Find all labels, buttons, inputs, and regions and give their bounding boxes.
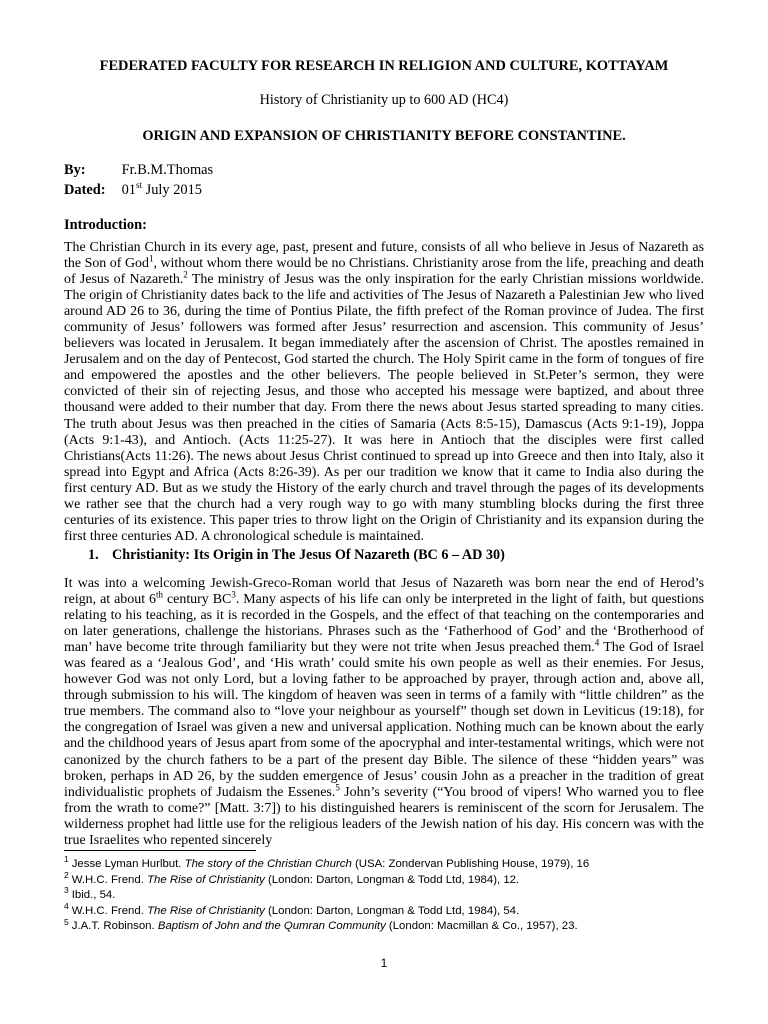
by-label: By:: [64, 162, 86, 178]
date-day: 01: [121, 182, 136, 198]
footnote-text: W.H.C. Frend.: [71, 904, 148, 917]
section-title: Christianity: Its Origin in The Jesus Of Nazareth (BC 6 – AD 30): [112, 547, 505, 563]
footnote-item: [64, 869, 724, 889]
footnote-text: (London: Macmillan & Co., 1957), 23.: [385, 920, 578, 933]
footnote-item: [64, 916, 724, 935]
dated-label: Dated:: [64, 182, 106, 198]
section-text-b: century BC: [163, 592, 232, 608]
footnote-number: 4: [64, 900, 69, 911]
intro-text-c: The ministry of Jesus was the only inspiration for the early Christian missions worldwide. The origin of Christianity dates back to the life and activities of The Jesus of Nazareth a Palestinian Jew who lived around AD 26 to 36, during the time of Pontius Pilate, the fifth prefect of the Roman province of Judea. The first community of Jesus’ followers was formed after Jesus’ resurrection and ascension. This community of Jesus’ believers was located in Jerusalem. It began immediately after the ascension of Christ. The apostles remained in Jerusalem and on the day of Pentecost, God started the church. The Holy Spirit came in the form of tongues of fire and empowered the apostles and the other believers. The people believed in St.Peter’s sermon, they were convicted of their sin of rejecting Jesus, and those who accepted his message were baptized, and about three thousand were added to their number that day. From there the news about Jesus started spreading to many cities. The truth about Jesus was then preached in the cities of Samaria (Acts 8:5-15), Damascus (Acts 9:1-19), Joppa (Acts 9:1-43), and Antioch. (Acts 11:25-27). It was here in Antioch that the disciples were first called Christians(Acts 11:26). The news about Jesus Christ continued to spread up into Greece and then into Italy, also it spread into Egypt and Africa (Acts 8:26-39). As per our tradition we know that it came to India also during the first century AD. But as we study the History of the early church and travel through the pages of its developments we rather see that the church had a very rough way to go with many stumbling blocks during the first three centuries of its existence. This paper tries to throw light on the Origin of Christianity and its expansion during the first three centuries AD. A chronological schedule is maintained.: [64, 272, 704, 544]
section-1-paragraph: [64, 576, 704, 849]
footnotes: [64, 854, 724, 935]
footnote-number: 5: [64, 916, 69, 927]
footnote-title: The Rise of Christianity: [147, 873, 265, 886]
footnote-separator: [64, 850, 256, 851]
course-line: History of Christianity up to 600 AD (HC4): [259, 92, 509, 108]
date-suffix: st: [136, 180, 143, 191]
introduction-paragraph: [64, 240, 704, 545]
section-1-heading: [88, 547, 505, 564]
footnote-number: 1: [64, 854, 69, 865]
footnote-title: Baptism of John and the Qumran Community: [157, 920, 386, 933]
ordinal-suffix: th: [156, 589, 164, 600]
footnote-ref-3[interactable]: 3: [231, 589, 236, 600]
footnote-ref-5[interactable]: 5: [335, 781, 340, 792]
footnote-text: W.H.C. Frend.: [71, 873, 148, 886]
footnote-text: (London: Darton, Longman & Todd Ltd, 1984), 12.: [264, 873, 520, 886]
section-text-a: It was into a welcoming Jewish-Greco-Roman world that Jesus of Nazareth was born near the end of Herod’s reign, at about 6: [64, 576, 704, 608]
page-number: 1: [380, 956, 388, 970]
footnote-ref-4[interactable]: 4: [594, 637, 600, 648]
intro-text-b: , without whom there would be no Christians. Christianity arose from the life, preaching and death of Jesus of Nazareth.: [64, 256, 704, 288]
introduction-heading: Introduction:: [64, 217, 147, 233]
footnote-item: [64, 900, 724, 920]
section-text-c: . Many aspects of his life can only be interpreted in the light of faith, but questions relating to his teaching, as it is recorded in the Gospels, and the effect of that teaching on the contemporaries and on later generations, challenge the historians. Phrases such as the ‘Fatherhood of God’ and the ‘Brotherhood of man’ have become trite through familiarity but they were not trite when Jesus preached them.: [64, 592, 705, 656]
footnote-text: (London: Darton, Longman & Todd Ltd, 1984), 54.: [264, 904, 520, 917]
footnote-text: Jesse Lyman Hurlbut.: [71, 858, 185, 870]
author-line: [64, 162, 213, 179]
footnote-text: (USA: Zondervan Publishing House, 1979), 16: [351, 858, 590, 870]
footnote-title: The Rise of Christianity: [147, 904, 265, 917]
footnote-ref-2[interactable]: 2: [183, 269, 188, 280]
footnote-number: 3: [64, 885, 69, 896]
author-name: Fr.B.M.Thomas: [121, 162, 214, 178]
intro-text-a: The Christian Church in its every age, past, present and future, consists of all who believe in Jesus of Nazareth as the Son of God: [64, 240, 704, 272]
footnote-item: [64, 854, 724, 873]
footnote-number: 2: [64, 869, 69, 880]
section-text-e: John’s severity (“You brood of vipers! Who warned you to flee from the wrath to come?” [Matt. 3:7]) to his distinguished hearers is reminiscent of the scorn for Jerusalem. The wilderness prophet had little use for the religious leaders of the Jewish nation of his day. His concern was with the true Israelites who repented sincerely: [64, 784, 704, 848]
section-text-d: The God of Israel was feared as a ‘Jealous God’, and ‘His wrath’ could smite his own people as well as their enemies. For Jesus, however God was not only Lord, but a loving father to be approached by prayer, through action and, above all, through submission to his will. The kingdom of heaven was seen in terms of a family with “little children” as the true members. The command also to “love your neighbour as yourself” though set down in Leviticus (19:18), for the congregation of Israel was given a new and universal application. Nothing much can be known about the early and the childhood years of Jesus apart from some of the apocryphal and inter-testamental writings, which were not canonized by the church fathers to be a part of the present day Bible. The silence of these “hidden years” was broken, perhaps in AD 26, by the sudden emergence of Jesus’ cousin John as a preacher in the tradition of great individualistic prophets of Judaism the Essenes.: [64, 640, 704, 800]
footnote-text: Ibid., 54.: [71, 889, 116, 902]
date-month-year: July 2015: [145, 182, 202, 198]
institution-heading: FEDERATED FACULTY FOR RESEARCH IN RELIGION AND CULTURE, KOTTAYAM: [99, 58, 669, 74]
footnote-title: The story of the Christian Church: [184, 858, 352, 870]
footnote-text: J.A.T. Robinson.: [71, 920, 158, 933]
section-number: 1.: [88, 547, 99, 563]
date-line: [64, 182, 202, 199]
footnote-ref-1[interactable]: 1: [148, 253, 154, 264]
footnote-item: [64, 885, 724, 904]
document-title: ORIGIN AND EXPANSION OF CHRISTIANITY BEFORE CONSTANTINE.: [142, 128, 626, 144]
